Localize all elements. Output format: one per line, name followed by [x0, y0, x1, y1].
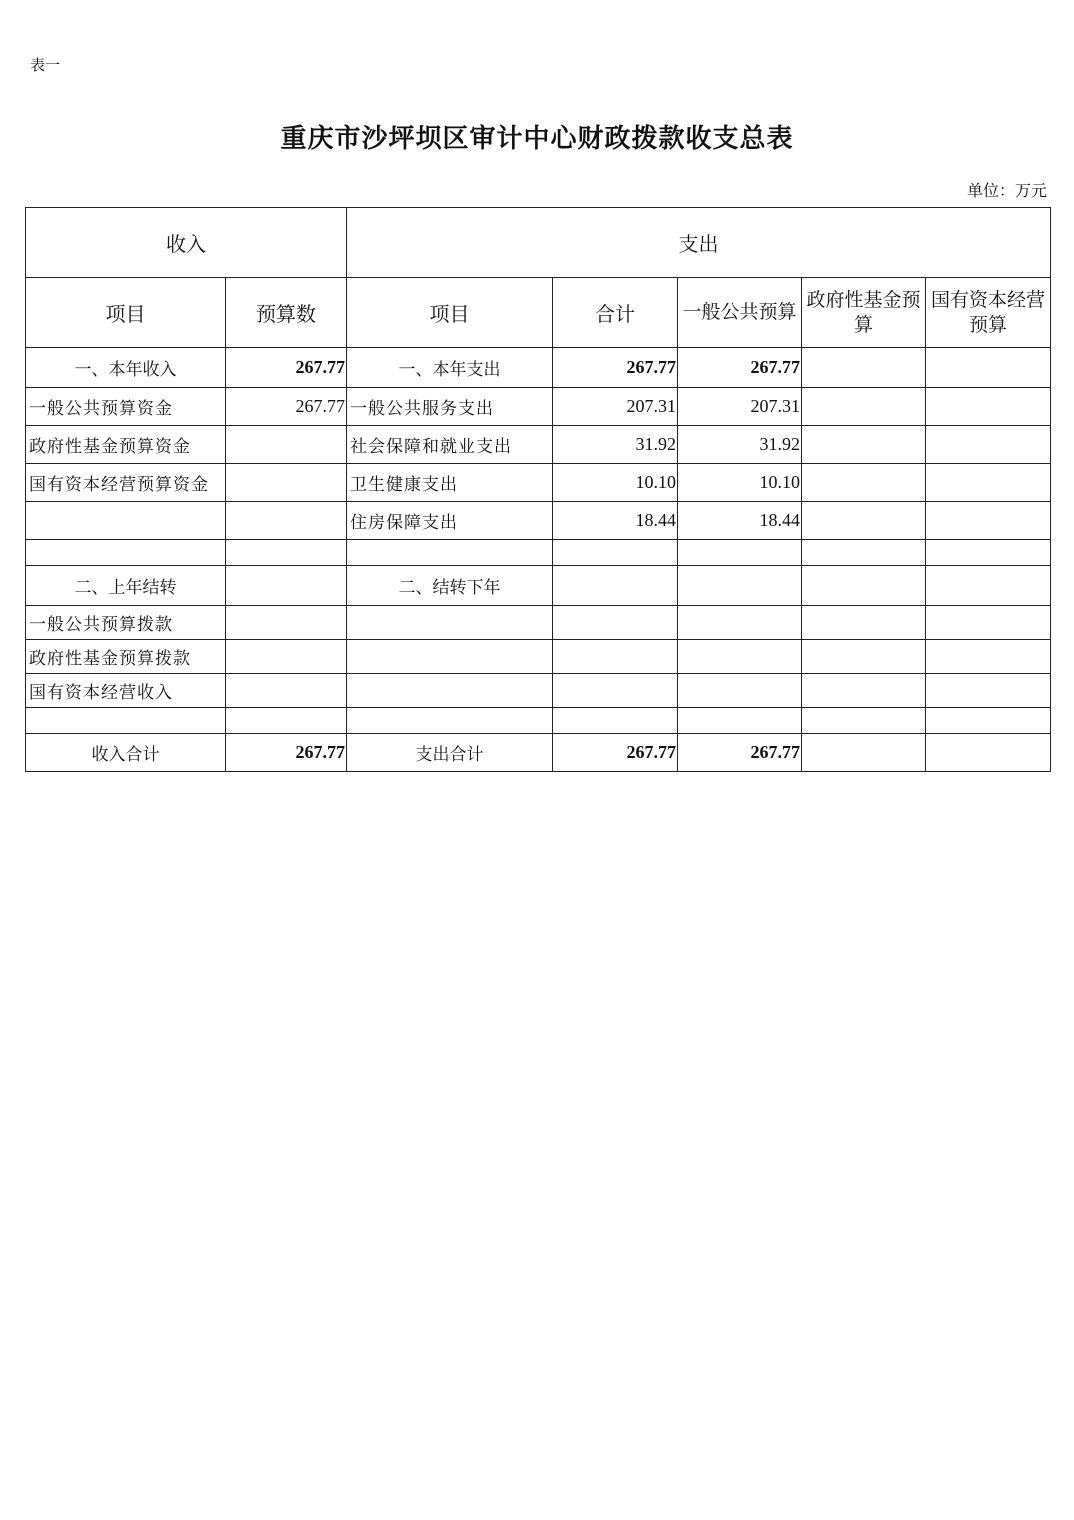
expense-total-cell: [553, 708, 678, 734]
expense-header: 支出: [347, 208, 1051, 278]
expense-item-cell: [347, 708, 553, 734]
income-amount-cell: 267.77: [226, 348, 347, 388]
general-budget-cell: [678, 640, 802, 674]
general-budget-cell: 207.31: [678, 388, 802, 426]
gov-fund-cell: [802, 426, 926, 464]
state-capital-cell: [926, 708, 1051, 734]
state-capital-header: 国有资本经营预算: [926, 278, 1051, 348]
gov-fund-cell: [802, 502, 926, 540]
income-amount-cell: [226, 464, 347, 502]
budget-summary-table: [25, 207, 1051, 772]
expense-item-cell: [347, 640, 553, 674]
income-header: 收入: [26, 208, 347, 278]
income-amount-cell: [226, 606, 347, 640]
state-capital-cell: [926, 426, 1051, 464]
state-capital-cell: [926, 464, 1051, 502]
table-row: [26, 540, 1051, 566]
income-item-cell: [26, 540, 226, 566]
page-title: 重庆市沙坪坝区审计中心财政拨款收支总表: [280, 124, 794, 154]
table-number: 表一: [30, 56, 61, 74]
table-row: [26, 606, 1051, 640]
income-item-cell: 二、上年结转: [26, 566, 226, 606]
expense-item-cell: [347, 540, 553, 566]
gov-fund-cell: [802, 348, 926, 388]
expense-total-cell: [553, 674, 678, 708]
general-budget-cell: [678, 674, 802, 708]
table-row: [26, 674, 1051, 708]
expense-item-header: 项目: [347, 278, 553, 348]
income-item-header: 项目: [26, 278, 226, 348]
table-row: [26, 502, 1051, 540]
table-row: [26, 708, 1051, 734]
expense-item-cell: 一般公共服务支出: [347, 388, 553, 426]
expense-total-cell: 31.92: [553, 426, 678, 464]
table-row: [26, 388, 1051, 426]
state-capital-cell: [926, 566, 1051, 606]
table-row: [26, 640, 1051, 674]
income-amount-cell: [226, 674, 347, 708]
income-item-cell: 一、本年收入: [26, 348, 226, 388]
income-item-cell: [26, 502, 226, 540]
gov-fund-cell: [802, 388, 926, 426]
unit-label: 单位：万元: [966, 181, 1047, 200]
state-capital-cell: [926, 734, 1051, 772]
income-item-cell: 政府性基金预算资金: [26, 426, 226, 464]
income-amount-cell: [226, 708, 347, 734]
gov-fund-cell: [802, 674, 926, 708]
general-budget-header: 一般公共预算: [678, 278, 802, 348]
expense-total-header: 合计: [553, 278, 678, 348]
income-amount-cell: [226, 566, 347, 606]
general-budget-cell: [678, 606, 802, 640]
state-capital-cell: [926, 540, 1051, 566]
expense-item-cell: 卫生健康支出: [347, 464, 553, 502]
expense-total-cell: 267.77: [553, 348, 678, 388]
state-capital-cell: [926, 606, 1051, 640]
general-budget-cell: 267.77: [678, 348, 802, 388]
expense-item-cell: 一、本年支出: [347, 348, 553, 388]
table-row: [26, 348, 1051, 388]
income-amount-cell: [226, 540, 347, 566]
general-budget-cell: [678, 566, 802, 606]
expense-total-cell: [553, 540, 678, 566]
income-item-cell: 一般公共预算资金: [26, 388, 226, 426]
gov-fund-cell: [802, 566, 926, 606]
income-amount-cell: [226, 640, 347, 674]
state-capital-cell: [926, 640, 1051, 674]
gov-fund-header: 政府性基金预算: [802, 278, 926, 348]
gov-fund-cell: [802, 464, 926, 502]
table-row: [26, 426, 1051, 464]
expense-total-cell: 10.10: [553, 464, 678, 502]
expense-item-cell: 二、结转下年: [347, 566, 553, 606]
income-item-cell: 国有资本经营收入: [26, 674, 226, 708]
income-amount-cell: [226, 502, 347, 540]
income-amount-cell: 267.77: [226, 734, 347, 772]
expense-item-cell: [347, 606, 553, 640]
gov-fund-cell: [802, 734, 926, 772]
expense-item-cell: 社会保障和就业支出: [347, 426, 553, 464]
income-item-cell: 收入合计: [26, 734, 226, 772]
income-budget-header: 预算数: [226, 278, 347, 348]
general-budget-cell: 18.44: [678, 502, 802, 540]
gov-fund-cell: [802, 606, 926, 640]
expense-total-cell: 267.77: [553, 734, 678, 772]
header-row-top: [26, 208, 1051, 278]
income-item-cell: 国有资本经营预算资金: [26, 464, 226, 502]
gov-fund-cell: [802, 708, 926, 734]
income-amount-cell: [226, 426, 347, 464]
expense-item-cell: 住房保障支出: [347, 502, 553, 540]
income-item-cell: 政府性基金预算拨款: [26, 640, 226, 674]
expense-total-cell: 207.31: [553, 388, 678, 426]
general-budget-cell: [678, 540, 802, 566]
state-capital-cell: [926, 348, 1051, 388]
expense-item-cell: [347, 674, 553, 708]
expense-total-cell: [553, 640, 678, 674]
state-capital-cell: [926, 674, 1051, 708]
general-budget-cell: 267.77: [678, 734, 802, 772]
expense-total-cell: [553, 606, 678, 640]
gov-fund-cell: [802, 540, 926, 566]
expense-total-cell: [553, 566, 678, 606]
table-row: [26, 734, 1051, 772]
gov-fund-cell: [802, 640, 926, 674]
income-item-cell: 一般公共预算拨款: [26, 606, 226, 640]
income-item-cell: [26, 708, 226, 734]
income-amount-cell: 267.77: [226, 388, 347, 426]
state-capital-cell: [926, 388, 1051, 426]
expense-total-cell: 18.44: [553, 502, 678, 540]
header-row-sub: [26, 278, 1051, 348]
state-capital-cell: [926, 502, 1051, 540]
general-budget-cell: [678, 708, 802, 734]
general-budget-cell: 31.92: [678, 426, 802, 464]
table-row: [26, 566, 1051, 606]
table-row: [26, 464, 1051, 502]
expense-item-cell: 支出合计: [347, 734, 553, 772]
general-budget-cell: 10.10: [678, 464, 802, 502]
